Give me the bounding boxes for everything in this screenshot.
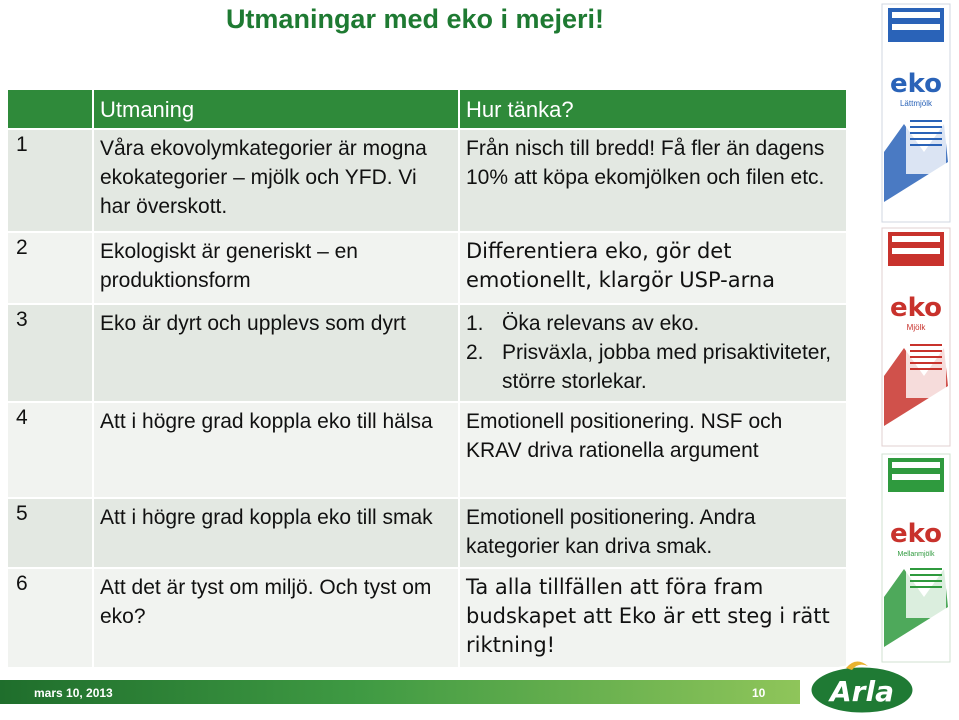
challenge-cell: Eko är dyrt och upplevs som dyrt [93,304,459,402]
footer-bar [0,680,800,704]
table-row [7,232,847,304]
pack-label: eko [889,519,943,549]
pack-product: Lättmjölk [899,99,933,108]
page-number: 10 [752,686,766,700]
row-number: 1 [7,129,93,232]
row-number: 6 [7,568,93,668]
pack-product: Mjölk [906,323,926,332]
answer-cell: 1. Öka relevans av eko. 2. Prisväxla, jobba med prisaktiviteter, större storlekar. [459,304,847,402]
header-challenge: Utmaning [93,89,459,129]
table-row [7,304,847,402]
challenge-cell: Ekologiskt är generiskt – en produktionsform [93,232,459,304]
answer-cell: Från nisch till bredd! Få fler än dagens 10% att köpa ekomjölken och filen etc. [459,129,847,232]
pack-product: Mellanmjölk [897,551,935,558]
slide-title: Utmaningar med eko i mejeri! [225,4,605,34]
row-number: 4 [7,402,93,498]
answer-cell: Emotionell positionering. NSF och KRAV driva rationella argument [459,402,847,498]
table-row [7,129,847,232]
row-number: 2 [7,232,93,304]
milk-pack-blue [880,2,952,224]
footer-date: mars 10, 2013 [34,686,113,700]
challenges-table [6,88,848,669]
challenge-cell: Att det är tyst om miljö. Och tyst om eko? [93,568,459,668]
milk-pack-red [880,226,952,448]
row-number: 3 [7,304,93,402]
answer-cell: Emotionell positionering. Andra kategorier kan driva smak. [459,498,847,568]
table-row [7,498,847,568]
pack-label: eko [889,293,943,323]
milk-pack-green [880,452,952,664]
challenge-cell: Att i högre grad koppla eko till smak [93,498,459,568]
row-number: 5 [7,498,93,568]
challenge-cell: Våra ekovolymkategorier är mogna ekokategorier – mjölk och YFD. Vi har överskott. [93,129,459,232]
answer-cell: Ta alla tillfällen att föra fram budskapet att Eko är ett steg i rätt riktning! [459,568,847,668]
table-row [7,402,847,498]
header-num [7,89,93,129]
pack-label: eko [889,69,943,99]
table-row [7,568,847,668]
arla-logo [806,656,956,718]
challenge-cell: Att i högre grad koppla eko till hälsa [93,402,459,498]
answer-list-item: Prisväxla, jobba med prisaktiviteter, större storlekar. [502,341,832,393]
answer-list-item: Öka relevans av eko. [502,312,700,335]
table-header-row [7,89,847,129]
header-answer: Hur tänka? [459,89,847,129]
answer-cell: Differentiera eko, gör det emotionellt, klargör USP-arna [459,232,847,304]
logo-text: Arla [830,675,894,708]
